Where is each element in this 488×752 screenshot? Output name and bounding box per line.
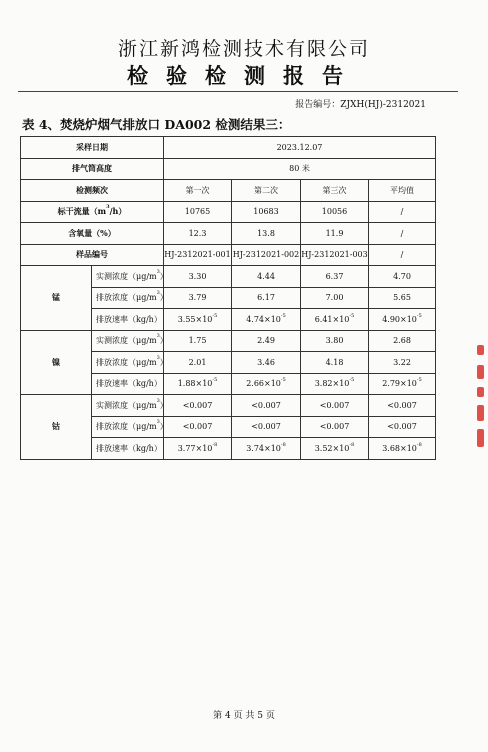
table-cell: 3.79 [164, 287, 232, 309]
row-flow [21, 201, 436, 223]
table-cell: $3.52\times 10^{-8}$ [301, 438, 369, 460]
table-cell: 5.65 [369, 287, 436, 309]
table-caption: 表 4、焚烧炉烟气排放口 DA002 检测结果三： [22, 117, 291, 132]
metal-name: 钴 [21, 395, 92, 460]
table-cell: $2.79\times 10^{-5}$ [369, 373, 436, 395]
oxygen-label: 含氧量（%） [21, 223, 164, 245]
report-number: 报告编号：ZJXH(HJ)-2312021 [295, 100, 426, 110]
frequency-label: 检测频次 [21, 180, 164, 202]
table-cell: $2.66\times 10^{-5}$ [232, 373, 301, 395]
table-cell: 1.75 [164, 330, 232, 352]
table-cell: <0.007 [369, 395, 436, 417]
table-cell: <0.007 [164, 416, 232, 438]
table-cell: <0.007 [232, 416, 301, 438]
stack-height-label: 排气筒高度 [21, 158, 164, 180]
column-header: 第一次 [164, 180, 232, 202]
report-title: 检验检测报告 [127, 63, 361, 88]
sampling-date-label: 采样日期 [21, 137, 164, 159]
sample-label: 样品编号 [21, 244, 164, 266]
results-table [20, 136, 436, 460]
param-label: 排放速率（kg/h） [92, 309, 164, 331]
table-cell: $3.68\times 10^{-8}$ [369, 438, 436, 460]
company-name: 浙江新鸿检测技术有限公司 [117, 38, 370, 60]
row-stack-height [21, 158, 436, 180]
table-cell: 10765 [164, 201, 232, 223]
page-footer: 第 4 页 共 5 页 [213, 711, 275, 721]
table-cell: $3.82\times 10^{-5}$ [301, 373, 369, 395]
table-cell: 3.22 [369, 352, 436, 374]
table-cell: <0.007 [369, 416, 436, 438]
table-cell: $3.77\times 10^{-8}$ [164, 438, 232, 460]
table-cell: $6.41\times 10^{-5}$ [301, 309, 369, 331]
table-cell: 10056 [301, 201, 369, 223]
metal-row-measured [21, 266, 436, 288]
param-label: 排放速率（kg/h） [92, 373, 164, 395]
metal-row-measured [21, 330, 436, 352]
sampling-date-value: 2023.12.07 [164, 137, 436, 159]
metal-name: 锰 [21, 266, 92, 331]
table-cell: $4.74\times 10^{-5}$ [232, 309, 301, 331]
stack-height-value: 80 米 [164, 158, 436, 180]
table-cell: 3.80 [301, 330, 369, 352]
table-cell: / [369, 223, 436, 245]
table-cell: <0.007 [232, 395, 301, 417]
header-divider [18, 91, 458, 92]
metal-row-measured [21, 395, 436, 417]
column-header: 平均值 [369, 180, 436, 202]
param-label: 实测浓度$(\mu g/m^3)$ [92, 330, 164, 352]
row-frequency [21, 180, 436, 202]
table-cell: $4.90\times 10^{-5}$ [369, 309, 436, 331]
table-cell: 10683 [232, 201, 301, 223]
table-cell: HJ-2312021-001 [164, 244, 232, 266]
table-cell: $3.74\times 10^{-8}$ [232, 438, 301, 460]
param-label: 实测浓度$(\mu g/m^3)$ [92, 266, 164, 288]
table-cell: 7.00 [301, 287, 369, 309]
table-cell: HJ-2312021-003 [301, 244, 369, 266]
row-oxygen [21, 223, 436, 245]
table-cell: 2.01 [164, 352, 232, 374]
row-sample-id [21, 244, 436, 266]
param-label: 排放浓度$(\mu g/m^3)$ [92, 352, 164, 374]
table-cell: / [369, 244, 436, 266]
table-cell: 12.3 [164, 223, 232, 245]
table-cell: / [369, 201, 436, 223]
param-label: 排放浓度$(\mu g/m^3)$ [92, 416, 164, 438]
table-cell: 6.37 [301, 266, 369, 288]
param-label: 排放浓度$(\mu g/m^3)$ [92, 287, 164, 309]
table-cell: $3.55\times 10^{-5}$ [164, 309, 232, 331]
table-cell: 4.18 [301, 352, 369, 374]
red-seal-stamp [468, 325, 484, 460]
param-label: 排放速率（kg/h） [92, 438, 164, 460]
metal-name: 镍 [21, 330, 92, 395]
table-cell: 11.9 [301, 223, 369, 245]
column-header: 第二次 [232, 180, 301, 202]
table-cell: <0.007 [301, 395, 369, 417]
param-label: 实测浓度$(\mu g/m^3)$ [92, 395, 164, 417]
table-cell: 2.49 [232, 330, 301, 352]
table-cell: $1.88\times 10^{-5}$ [164, 373, 232, 395]
table-cell: 3.46 [232, 352, 301, 374]
table-cell: HJ-2312021-002 [232, 244, 301, 266]
table-cell: <0.007 [301, 416, 369, 438]
table-cell: 4.44 [232, 266, 301, 288]
table-cell: <0.007 [164, 395, 232, 417]
table-cell: 3.30 [164, 266, 232, 288]
table-cell: 4.70 [369, 266, 436, 288]
row-sampling-date [21, 137, 436, 159]
flow-label: 标干流量$(m^3/h)$ [21, 201, 164, 223]
table-cell: 2.68 [369, 330, 436, 352]
table-cell: 13.8 [232, 223, 301, 245]
table-cell: 6.17 [232, 287, 301, 309]
column-header: 第三次 [301, 180, 369, 202]
